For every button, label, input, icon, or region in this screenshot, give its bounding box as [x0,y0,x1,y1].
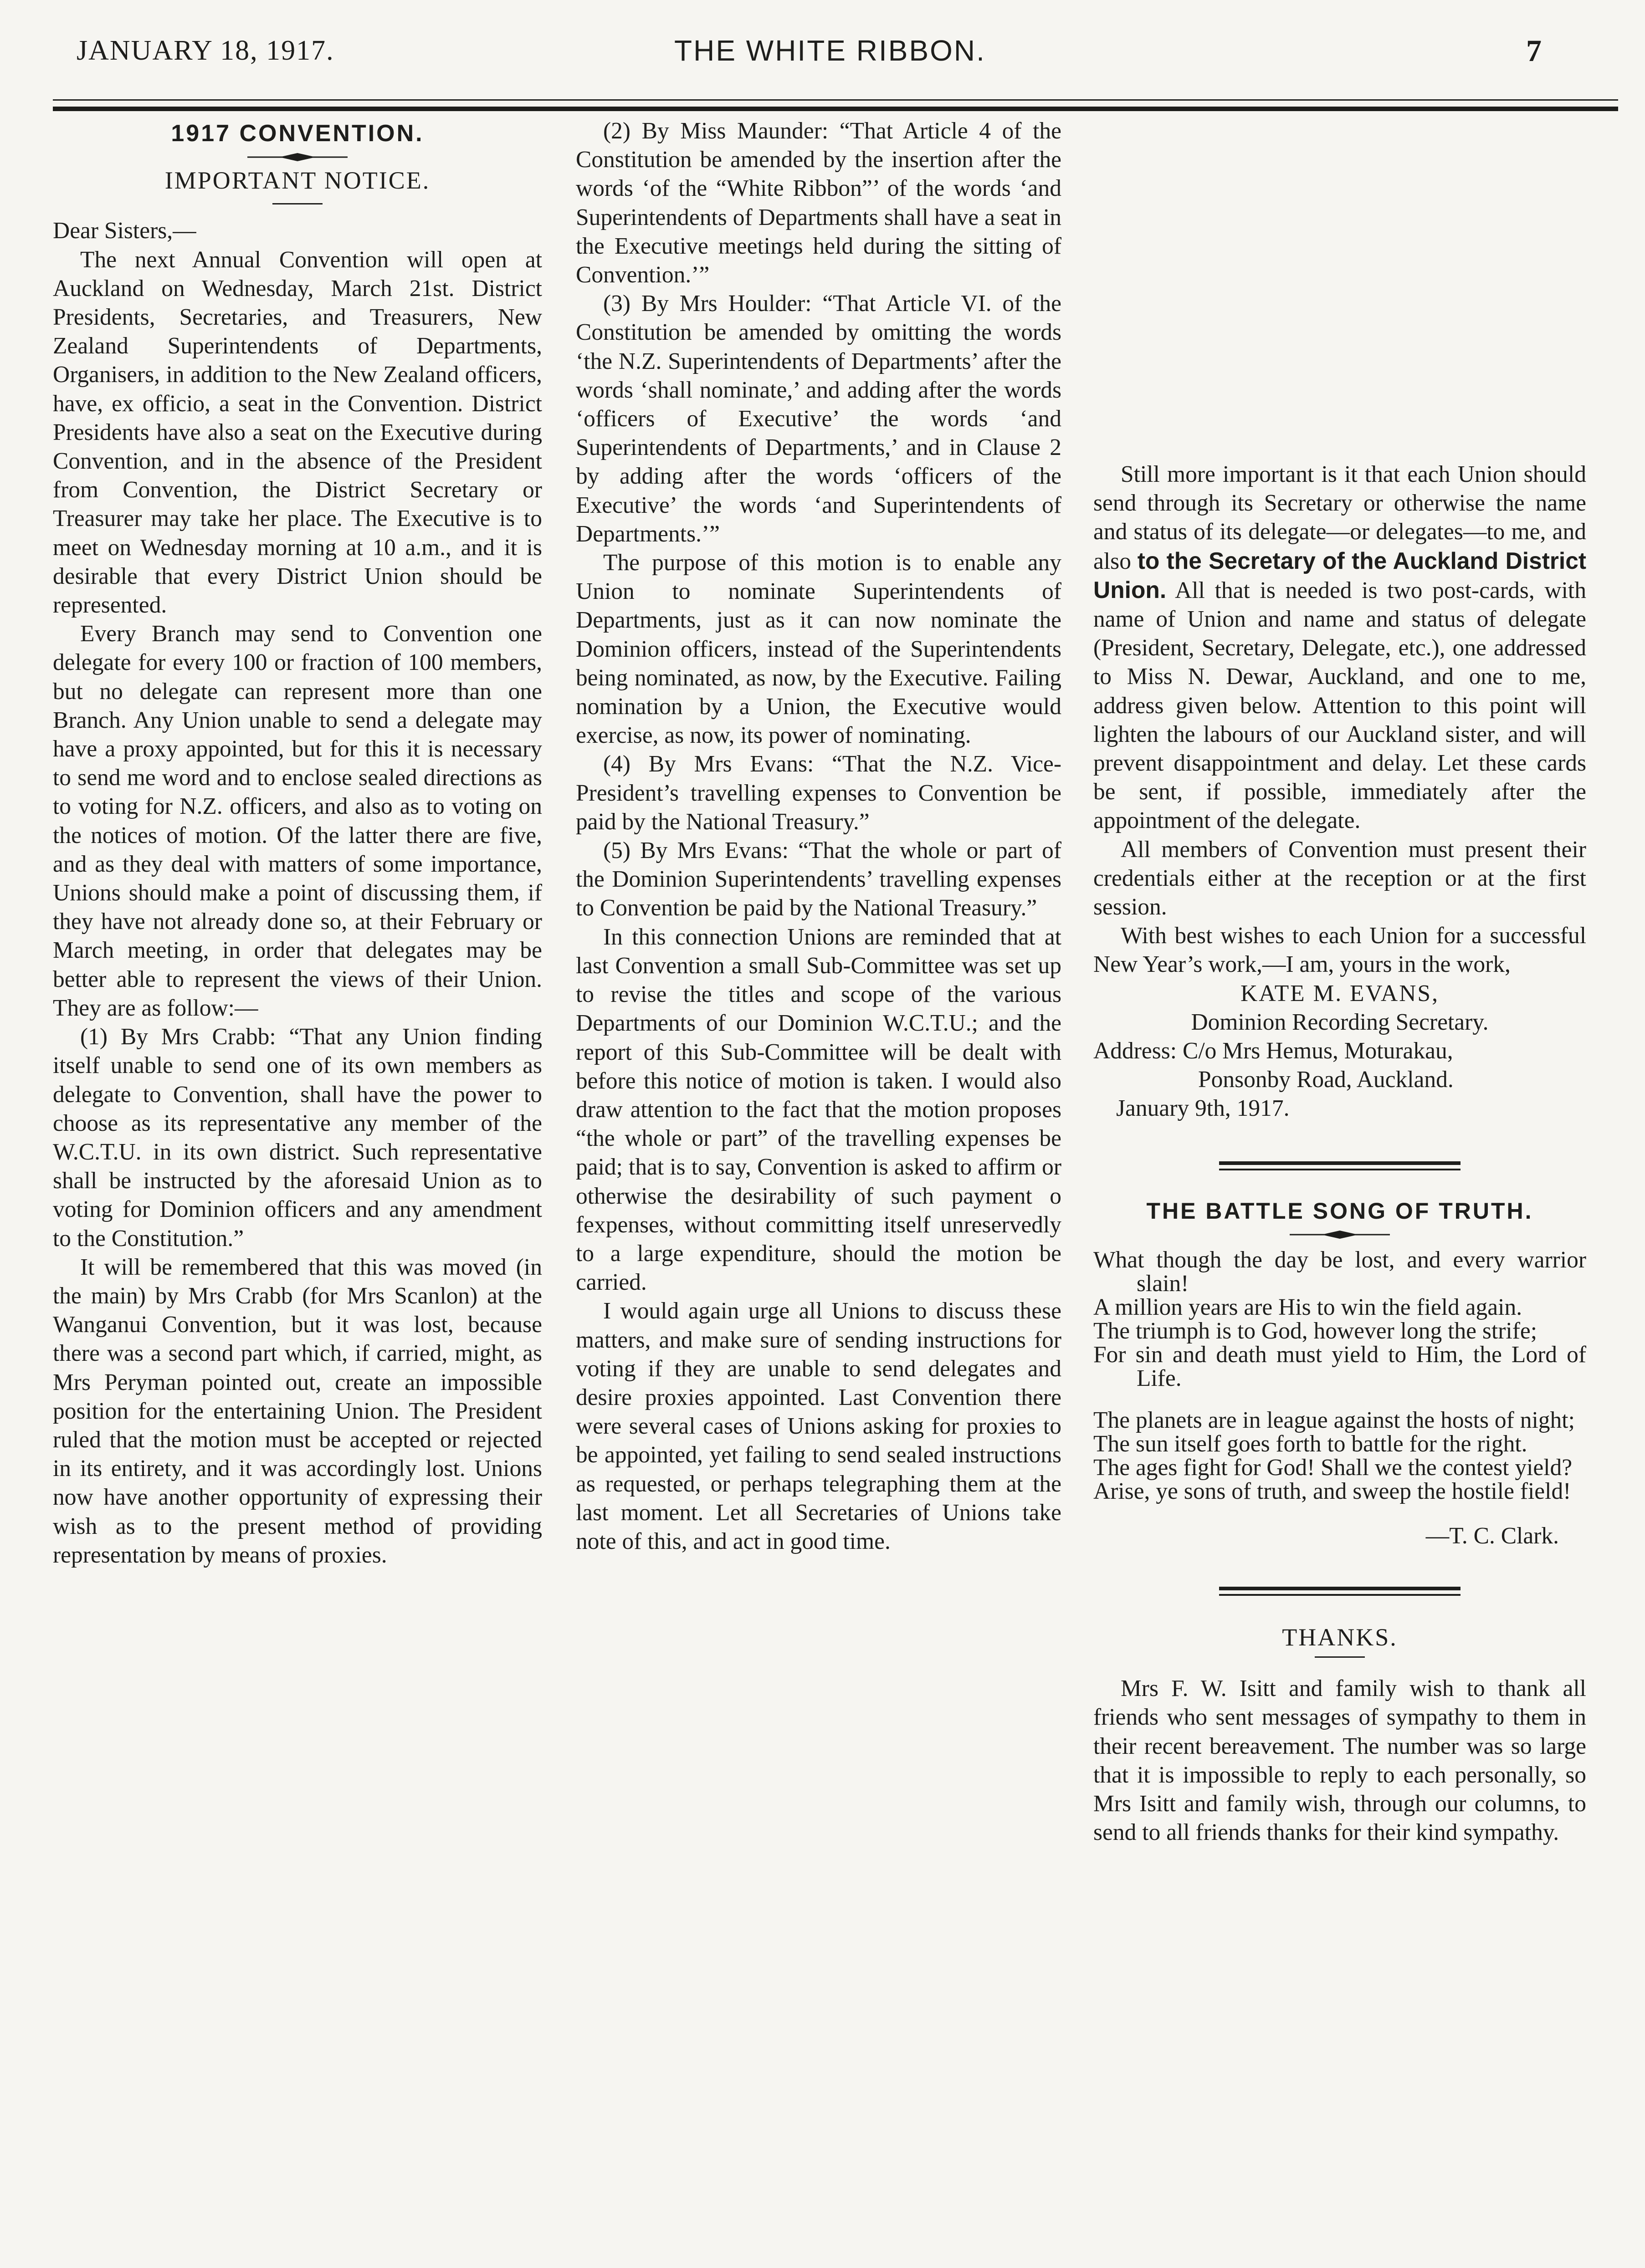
issue-date: JANUARY 18, 1917. [77,35,334,66]
ornament-divider-icon [247,152,348,163]
paragraph: The purpose of this motion is to enable any Union to nominate Superintendents of Departments, just as it can now nominate the Dominion officers, instead of the Superintendents being nominated, as now, by the Executive. Failing nomination by a Union, the Executive would exercise, as now, its power of nominating. [576,550,1061,749]
motion-2: (2) By Miss Maunder: “That Article 4 of the Constitution be amended by the insertion after the words ‘of the “White Ribbon”’ of the words ‘and Superintendents of Departments shall have a seat in the Executive meetings held during the sitting of Convention.’” [576,118,1061,288]
paragraph-closing: With best wishes to each Union for a successful New Year’s work,—I am, yours in the work, [1093,923,1586,978]
header-rule-thick [53,107,1618,111]
thanks-rule [1315,1656,1365,1658]
signature-title: Dominion Recording Secretary. [1191,1009,1489,1035]
paragraph: I would again urge all Unions to discuss these matters, and make sure of sending instructions for voting if they are unable to send delegates and desire proxies appointed. Last Convention there were several cases of Unions asking for proxies to be appointed, yet failing to send sealed instructions as requested, or perhaps telegraphing them at the last moment. Let all Secretaries of Unions take note of this, and act in good time. [576,1298,1061,1554]
secretary-text-before: Still more important is it that each Union should send through its Secretary or otherwise the name and status of its delegate—or delegates—to me, and also [1093,461,1586,574]
poem-stanza-1 [1093,1248,1586,1390]
poem-line: Arise, ye sons of truth, and sweep the hostile field! [1093,1478,1571,1504]
page-number: 7 [1526,33,1542,68]
poem-author: —T. C. Clark. [1425,1522,1559,1549]
paragraph: The next Annual Convention will open at Auckland on Wednesday, March 21st. District Presidents, Secretaries, and Treasurers, New Zealand Superintendents of Departments, Organisers, in addition to the New Zealand officers, have, ex officio, a seat in the Convention. District Presidents have also a seat on the Executive during Convention, and in the absence of the President from Convention, the District Secretary or Treasurer may take her place. The Executive is to meet on Wednesday morning at 10 a.m., and it is desirable that every District Union should be represented. [53,246,542,618]
page-header [0,30,1645,76]
poem-line: A million years are His to win the field again. [1093,1294,1522,1320]
poem-line: What though the day be lost, and every warrior slain! [1093,1246,1586,1297]
signature-name: KATE M. EVANS, [1240,980,1439,1006]
poem-line: The ages fight for God! Shall we the contest yield? [1093,1454,1573,1481]
section-separator [1219,1161,1461,1170]
salutation: Dear Sisters,— [53,218,196,244]
thanks-title: THANKS. [1282,1624,1398,1651]
paragraph: It will be remembered that this was moved (in the main) by Mrs Crabb (for Mrs Scanlon) at the Wanganui Convention, but it was lost, because there was a second part which, if carried, might, as Mrs Peryman pointed out, create an impossible position for the entertaining Union. The President ruled that the motion must be accepted or rejected in its entirety, and it was accordingly lost. Unions now have another opportunity of expressing their wish as to the present method of providing representation by means of proxies. [53,1254,542,1568]
thanks-body: Mrs F. W. Isitt and family wish to thank all friends who sent messages of sympathy to them in their recent bereavement. The number was so large that it is impossible to reply to each personally, so Mrs Isitt and family wish, through our columns, to send to all friends thanks for their kind sympathy. [1093,1675,1586,1846]
poem-stanza-2 [1093,1409,1586,1503]
notice-subheading: IMPORTANT NOTICE. [164,167,430,194]
poem-line: The triumph is to God, however long the strife; [1093,1318,1537,1344]
column-2 [576,117,1061,1556]
address-line-1: Address: C/o Mrs Hemus, Moturakau, [1093,1038,1453,1064]
publication-title: THE WHITE RIBBON. [674,34,986,67]
secretary-bold: to the Secretary of the Auckland District Union. [1093,547,1587,603]
poem-line: The sun itself goes forth to battle for the right. [1093,1430,1527,1457]
column-1 [53,119,542,1569]
convention-heading: 1917 CONVENTION. [171,120,424,147]
motion-1: (1) By Mrs Crabb: “That any Union finding itself unable to send one of its own members as delegate to Convention, shall have the power to choose as its representative any member of the W.C.T.U. in its own district. Such representative shall be instructed by the aforesaid Union as to voting for Dominion officers and any amendment to the Constitution.” [53,1024,542,1251]
ornament-divider-icon [1290,1229,1390,1240]
poem-title: THE BATTLE SONG OF TRUTH. [1146,1198,1533,1224]
motion-5: (5) By Mrs Evans: “That the whole or part of the Dominion Superintendents’ travelling expenses to Convention be paid by the National Treasury.” [576,838,1061,921]
poem-line: The planets are in league against the hosts of night; [1093,1407,1575,1433]
secretary-text-after: All that is needed is two post-cards, with name of Union and name and status of delegate (President, Secretary, Delegate, etc.), one addressed to Miss N. Dewar, Auckland, and one to me, address given below. Attention to this point will lighten the labours of our Auckland sister, and will prevent disappointment and delay. Let these cards be sent, if possible, immediately after the appointment of the delegate. [1093,577,1586,834]
section-separator [1219,1587,1461,1596]
poem-line: For sin and death must yield to Him, the Lord of Life. [1093,1341,1586,1391]
paragraph: Every Branch may send to Convention one delegate for every 100 or fraction of 100 members, but no delegate can represent more than one Branch. Any Union unable to send a delegate may have a proxy appointed, but for this it is necessary to send me word and to enclose sealed directions as to voting for N.Z. officers, and also as to voting on the notices of motion. Of the latter there are five, and as they deal with matters of some importance, Unions should make a point of discussing them, if they have not already done so, at their February or March meeting, in order that delegates may be better able to represent the views of their Union. They are as follow:— [53,621,542,1021]
column-3 [1093,460,1586,1847]
paragraph-secretary [1093,460,1586,835]
subheading-rule [272,203,323,204]
motion-3: (3) By Mrs Houlder: “That Article VI. of the Constitution be amended by omitting the words ‘the N.Z. Superintendents of Departments’ after the words ‘shall nominate,’ and adding after the words ‘officers of Executive’ the words ‘and Superintendents of Departments,’ and in Clause 2 by adding after the words ‘officers of the Executive’ the words ‘and Superintendents of Departments.’” [576,291,1061,547]
paragraph: In this connection Unions are reminded that at last Convention a small Sub-Committee was set up to revise the titles and scope of the various Departments of our Dominion W.C.T.U.; and the report of this Sub-Committee will be dealt with before this notice of motion is taken. I would also draw attention to the fact that the motion proposes “the whole or part” of the travelling expenses be paid; that is to say, Convention is asked to affirm or otherwise the desirability of such payment o fexpenses, without committing itself unreservedly to a large expenditure, should the motion be carried. [576,924,1061,1296]
paragraph-credentials: All members of Convention must present their credentials either at the reception or at the first session. [1093,836,1586,920]
letter-date: January 9th, 1917. [1116,1095,1290,1122]
header-rule-thin [53,99,1618,101]
address-line-2: Ponsonby Road, Auckland. [1198,1067,1454,1093]
motion-4: (4) By Mrs Evans: “That the N.Z. Vice-President’s travelling expenses to Convention be paid by the National Treasury.” [576,751,1061,835]
